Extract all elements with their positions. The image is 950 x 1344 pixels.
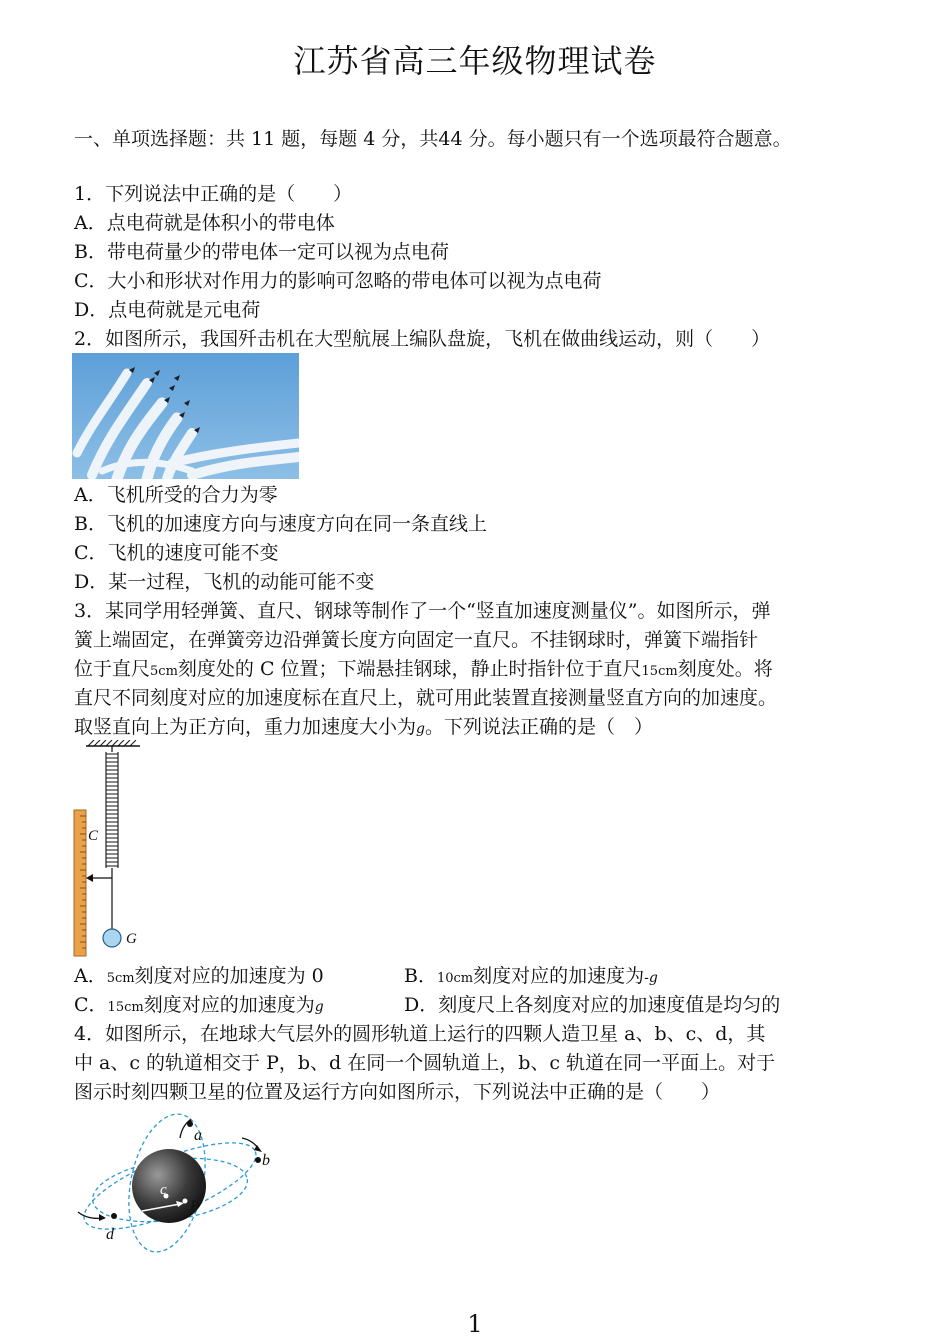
label-b: b (262, 1152, 270, 1169)
label-g: G (126, 931, 137, 947)
text-run: A． (74, 965, 107, 987)
text-run: C． (74, 994, 108, 1016)
q3-option-c (74, 991, 324, 1022)
q4-stem-line-2: 中 a、c 的轨道相交于 P，b、d 在同一个圆轨道上，b、c 轨道在同一平面上。对于 (74, 1052, 776, 1074)
page-title: 江苏省高三年级物理试卷 (293, 42, 657, 80)
q2-option-b: B．飞机的加速度方向与速度方向在同一条直线上 (74, 513, 487, 535)
q2-stem: 2．如图所示，我国歼击机在大型航展上编队盘旋，飞机在做曲线运动，则（ ） (74, 328, 771, 350)
q2-option-d: D．某一过程，飞机的动能可能不变 (74, 571, 375, 593)
q1-stem: 1．下列说法中正确的是（ ） (74, 183, 353, 205)
q3-option-d: D．刻度尺上各刻度对应的加速度值是均匀的 (404, 994, 781, 1016)
q2-option-c: C．飞机的速度可能不变 (74, 542, 279, 564)
text-run: 刻度处。将 (677, 658, 773, 680)
jet-formation-photo (72, 353, 299, 479)
text-run: 刻度对应的加速度为 0 (134, 965, 324, 987)
value-15cm: 15cm (641, 664, 678, 679)
q4-stem-line-1: 4．如图所示，在地球大气层外的圆形轨道上运行的四颗人造卫星 a、b、c、d，其 (74, 1023, 766, 1045)
value-5cm: 5cm (106, 971, 135, 986)
text-run: B． (404, 965, 437, 987)
section-header: 一、单项选择题：共 11 题，每题 4 分，共44 分。每小题只有一个选项最符合题意。 (74, 128, 792, 150)
value-10cm: 10cm (436, 971, 474, 986)
text-run: 取竖直向上为正方向，重力加速度大小为 (74, 716, 417, 738)
spring-ruler-diagram (70, 740, 150, 960)
text-run: 刻度对应的加速度为 (143, 994, 315, 1016)
q3-option-b (404, 962, 658, 993)
value-15cm: 15cm (107, 1000, 144, 1015)
symbol-g: g (416, 721, 425, 737)
symbol-minus-g: -g (644, 970, 658, 986)
value-5cm: 5cm (150, 664, 178, 679)
text-run: 。下列说法正确的是（ ） (424, 716, 653, 738)
text-run: 刻度处的 C 位置；下端悬挂钢球，静止时指针位于直尺 (177, 658, 642, 680)
label-c: C (88, 828, 99, 844)
q2-option-a: A．飞机所受的合力为零 (74, 484, 278, 506)
q3-stem-line-3 (74, 655, 773, 686)
label-p: P (190, 1198, 200, 1214)
q3-stem-line-1: 3．某同学用轻弹簧、直尺、钢球等制作了一个“竖直加速度测量仪”。如图所示，弹 (74, 600, 771, 622)
q1-option-c: C．大小和形状对作用力的影响可忽略的带电体可以视为点电荷 (74, 270, 602, 292)
text-run: 位于直尺 (74, 658, 151, 680)
q3-stem-line-5 (74, 713, 653, 743)
q3-stem-line-2: 簧上端固定，在弹簧旁边沿弹簧长度方向固定一直尺。不挂钢球时，弹簧下端指针 (74, 629, 759, 651)
q3-option-a (74, 962, 324, 993)
label-a: a (194, 1127, 202, 1144)
page-number: 1 (467, 1310, 483, 1338)
label-c: c (160, 1182, 167, 1198)
q4-stem-line-3: 图示时刻四颗卫星的位置及运行方向如图所示，下列说法中正确的是（ ） (74, 1081, 721, 1103)
q1-option-d: D．点电荷就是元电荷 (74, 299, 261, 321)
q1-option-a: A．点电荷就是体积小的带电体 (74, 212, 335, 234)
q3-stem-line-4: 直尺不同刻度对应的加速度标在直尺上，就可用此装置直接测量竖直方向的加速度。 (74, 687, 778, 709)
symbol-g: g (314, 999, 324, 1015)
text-run: 刻度对应的加速度为 (473, 965, 645, 987)
label-d: d (106, 1226, 114, 1243)
satellite-orbit-diagram (72, 1108, 292, 1258)
q1-option-b: B．带电荷量少的带电体一定可以视为点电荷 (74, 241, 449, 263)
